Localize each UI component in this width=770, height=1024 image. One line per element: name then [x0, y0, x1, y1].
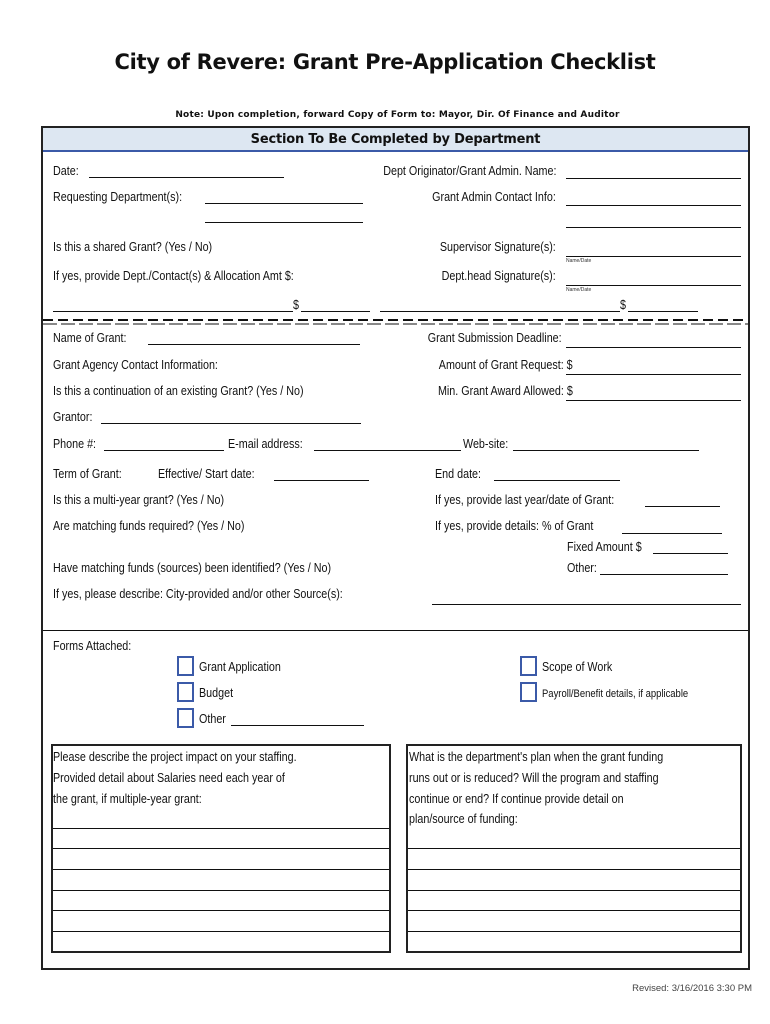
continuation-label: Is this a continuation of an existing Grant? (Yes / No) — [53, 384, 304, 398]
staffing-box[interactable] — [51, 744, 391, 953]
matching-label: Are matching funds required? (Yes / No) — [53, 519, 245, 533]
other-funding-label: Other: — [567, 561, 597, 575]
budget-label: Budget — [199, 686, 234, 700]
term-label: Term of Grant: — [53, 467, 122, 481]
staffing-line[interactable] — [53, 931, 389, 932]
website-field[interactable] — [513, 450, 699, 451]
date-label: Date: — [53, 164, 79, 178]
originator-field[interactable] — [566, 178, 741, 179]
originator-label: Dept Originator/Grant Admin. Name: — [382, 164, 556, 178]
phone-field[interactable] — [104, 450, 224, 451]
fixed-amount-field[interactable] — [653, 553, 728, 554]
plan-line[interactable] — [408, 890, 740, 891]
staffing-line-2: Provided detail about Salaries need each year of — [53, 771, 285, 785]
start-date-field[interactable] — [274, 480, 369, 481]
requesting-dept-field-2[interactable] — [205, 222, 363, 223]
grantor-field[interactable] — [101, 423, 361, 424]
forwarding-note: Note: Upon completion, forward Copy of Form to: Mayor, Dir. Of Finance and Auditor — [175, 110, 620, 120]
plan-line-2: runs out or is reduced? Will the program and staffing — [409, 771, 659, 785]
allocation-dept-field[interactable] — [53, 311, 293, 312]
contact-info-field[interactable] — [566, 205, 741, 206]
section-divider — [43, 317, 748, 327]
grant-application-label: Grant Application — [199, 660, 281, 674]
forms-attached-label: Forms Attached: — [53, 639, 132, 653]
email-field[interactable] — [314, 450, 461, 451]
allocation-dept-field-2[interactable] — [380, 311, 620, 312]
other-funding-field[interactable] — [600, 574, 728, 575]
scope-of-work-checkbox[interactable] — [520, 656, 537, 676]
grantor-label: Grantor: — [53, 410, 93, 424]
min-award-label: Min. Grant Award Allowed: $ — [438, 384, 573, 398]
percent-grant-label: If yes, provide details: % of Grant — [435, 519, 594, 533]
depthead-signature-field[interactable] — [566, 285, 741, 286]
plan-line-3: continue or end? If continue provide detail on — [409, 792, 624, 806]
email-label: E-mail address: — [228, 437, 303, 451]
name-date-caption: Name/Date — [566, 258, 592, 264]
depthead-signature-label: Dept.head Signature(s): — [441, 269, 556, 283]
plan-line[interactable] — [408, 848, 740, 849]
allocation-amount-field-2[interactable] — [628, 311, 698, 312]
other-form-checkbox[interactable] — [177, 708, 194, 728]
phone-label: Phone #: — [53, 437, 97, 451]
grant-name-label: Name of Grant: — [53, 331, 127, 345]
last-year-field[interactable] — [645, 506, 720, 507]
plan-line-1: What is the department's plan when the grant funding — [409, 750, 664, 764]
payroll-checkbox[interactable] — [520, 682, 537, 702]
describe-sources-label: If yes, please describe: City-provided and/or other Source(s): — [53, 587, 343, 601]
describe-sources-field[interactable] — [432, 604, 741, 605]
grant-application-checkbox[interactable] — [177, 656, 194, 676]
section-header — [43, 128, 748, 152]
staffing-line[interactable] — [53, 890, 389, 891]
dollar-sign: $ — [293, 298, 299, 312]
section-title: Section To Be Completed by Department — [250, 132, 541, 147]
requesting-dept-label: Requesting Department(s): — [53, 190, 183, 204]
payroll-label: Payroll/Benefit details, if applicable — [542, 688, 689, 700]
requesting-dept-field[interactable] — [205, 203, 363, 204]
budget-checkbox[interactable] — [177, 682, 194, 702]
section-separator — [43, 630, 748, 631]
staffing-line-1: Please describe the project impact on your staffing. — [53, 750, 297, 764]
staffing-line[interactable] — [53, 828, 389, 829]
contact-info-label: Grant Admin Contact Info: — [432, 190, 556, 204]
plan-line-4: plan/source of funding: — [409, 812, 518, 826]
amount-request-label: Amount of Grant Request: $ — [439, 358, 573, 372]
staffing-line[interactable] — [53, 910, 389, 911]
dollar-sign: $ — [620, 298, 626, 312]
other-form-label: Other — [199, 712, 226, 726]
date-field[interactable] — [89, 177, 284, 178]
plan-line[interactable] — [408, 869, 740, 870]
scope-of-work-label: Scope of Work — [542, 660, 613, 674]
shared-grant-label: Is this a shared Grant? (Yes / No) — [53, 240, 213, 254]
page-title: City of Revere: Grant Pre-Application Checklist — [114, 50, 656, 74]
funding-plan-box[interactable] — [406, 744, 742, 953]
grant-name-field[interactable] — [148, 344, 360, 345]
min-award-field[interactable] — [566, 400, 741, 401]
staffing-line[interactable] — [53, 869, 389, 870]
plan-line[interactable] — [408, 910, 740, 911]
revised-date: Revised: 3/16/2016 3:30 PM — [632, 983, 752, 994]
multiyear-label: Is this a multi-year grant? (Yes / No) — [53, 493, 225, 507]
supervisor-signature-label: Supervisor Signature(s): — [440, 240, 556, 254]
start-date-label: Effective/ Start date: — [158, 467, 255, 481]
end-date-label: End date: — [435, 467, 482, 481]
percent-grant-field[interactable] — [622, 533, 722, 534]
fixed-amount-label: Fixed Amount $ — [567, 540, 642, 554]
agency-contact-label: Grant Agency Contact Information: — [53, 358, 218, 372]
allocation-label: If yes, provide Dept./Contact(s) & Allocation Amt $: — [53, 269, 294, 283]
website-label: Web-site: — [463, 437, 509, 451]
last-year-label: If yes, provide last year/date of Grant: — [435, 493, 615, 507]
deadline-field[interactable] — [566, 347, 741, 348]
amount-request-field[interactable] — [566, 374, 741, 375]
staffing-line-3: the grant, if multiple-year grant: — [53, 792, 202, 806]
allocation-amount-field[interactable] — [301, 311, 370, 312]
supervisor-signature-field[interactable] — [566, 256, 741, 257]
plan-line[interactable] — [408, 931, 740, 932]
contact-info-field-2[interactable] — [566, 227, 741, 228]
identified-label: Have matching funds (sources) been identified? (Yes / No) — [53, 561, 332, 575]
name-date-caption: Name/Date — [566, 287, 592, 293]
deadline-label: Grant Submission Deadline: — [428, 331, 562, 345]
other-form-field[interactable] — [231, 725, 364, 726]
staffing-line[interactable] — [53, 848, 389, 849]
end-date-field[interactable] — [494, 480, 620, 481]
